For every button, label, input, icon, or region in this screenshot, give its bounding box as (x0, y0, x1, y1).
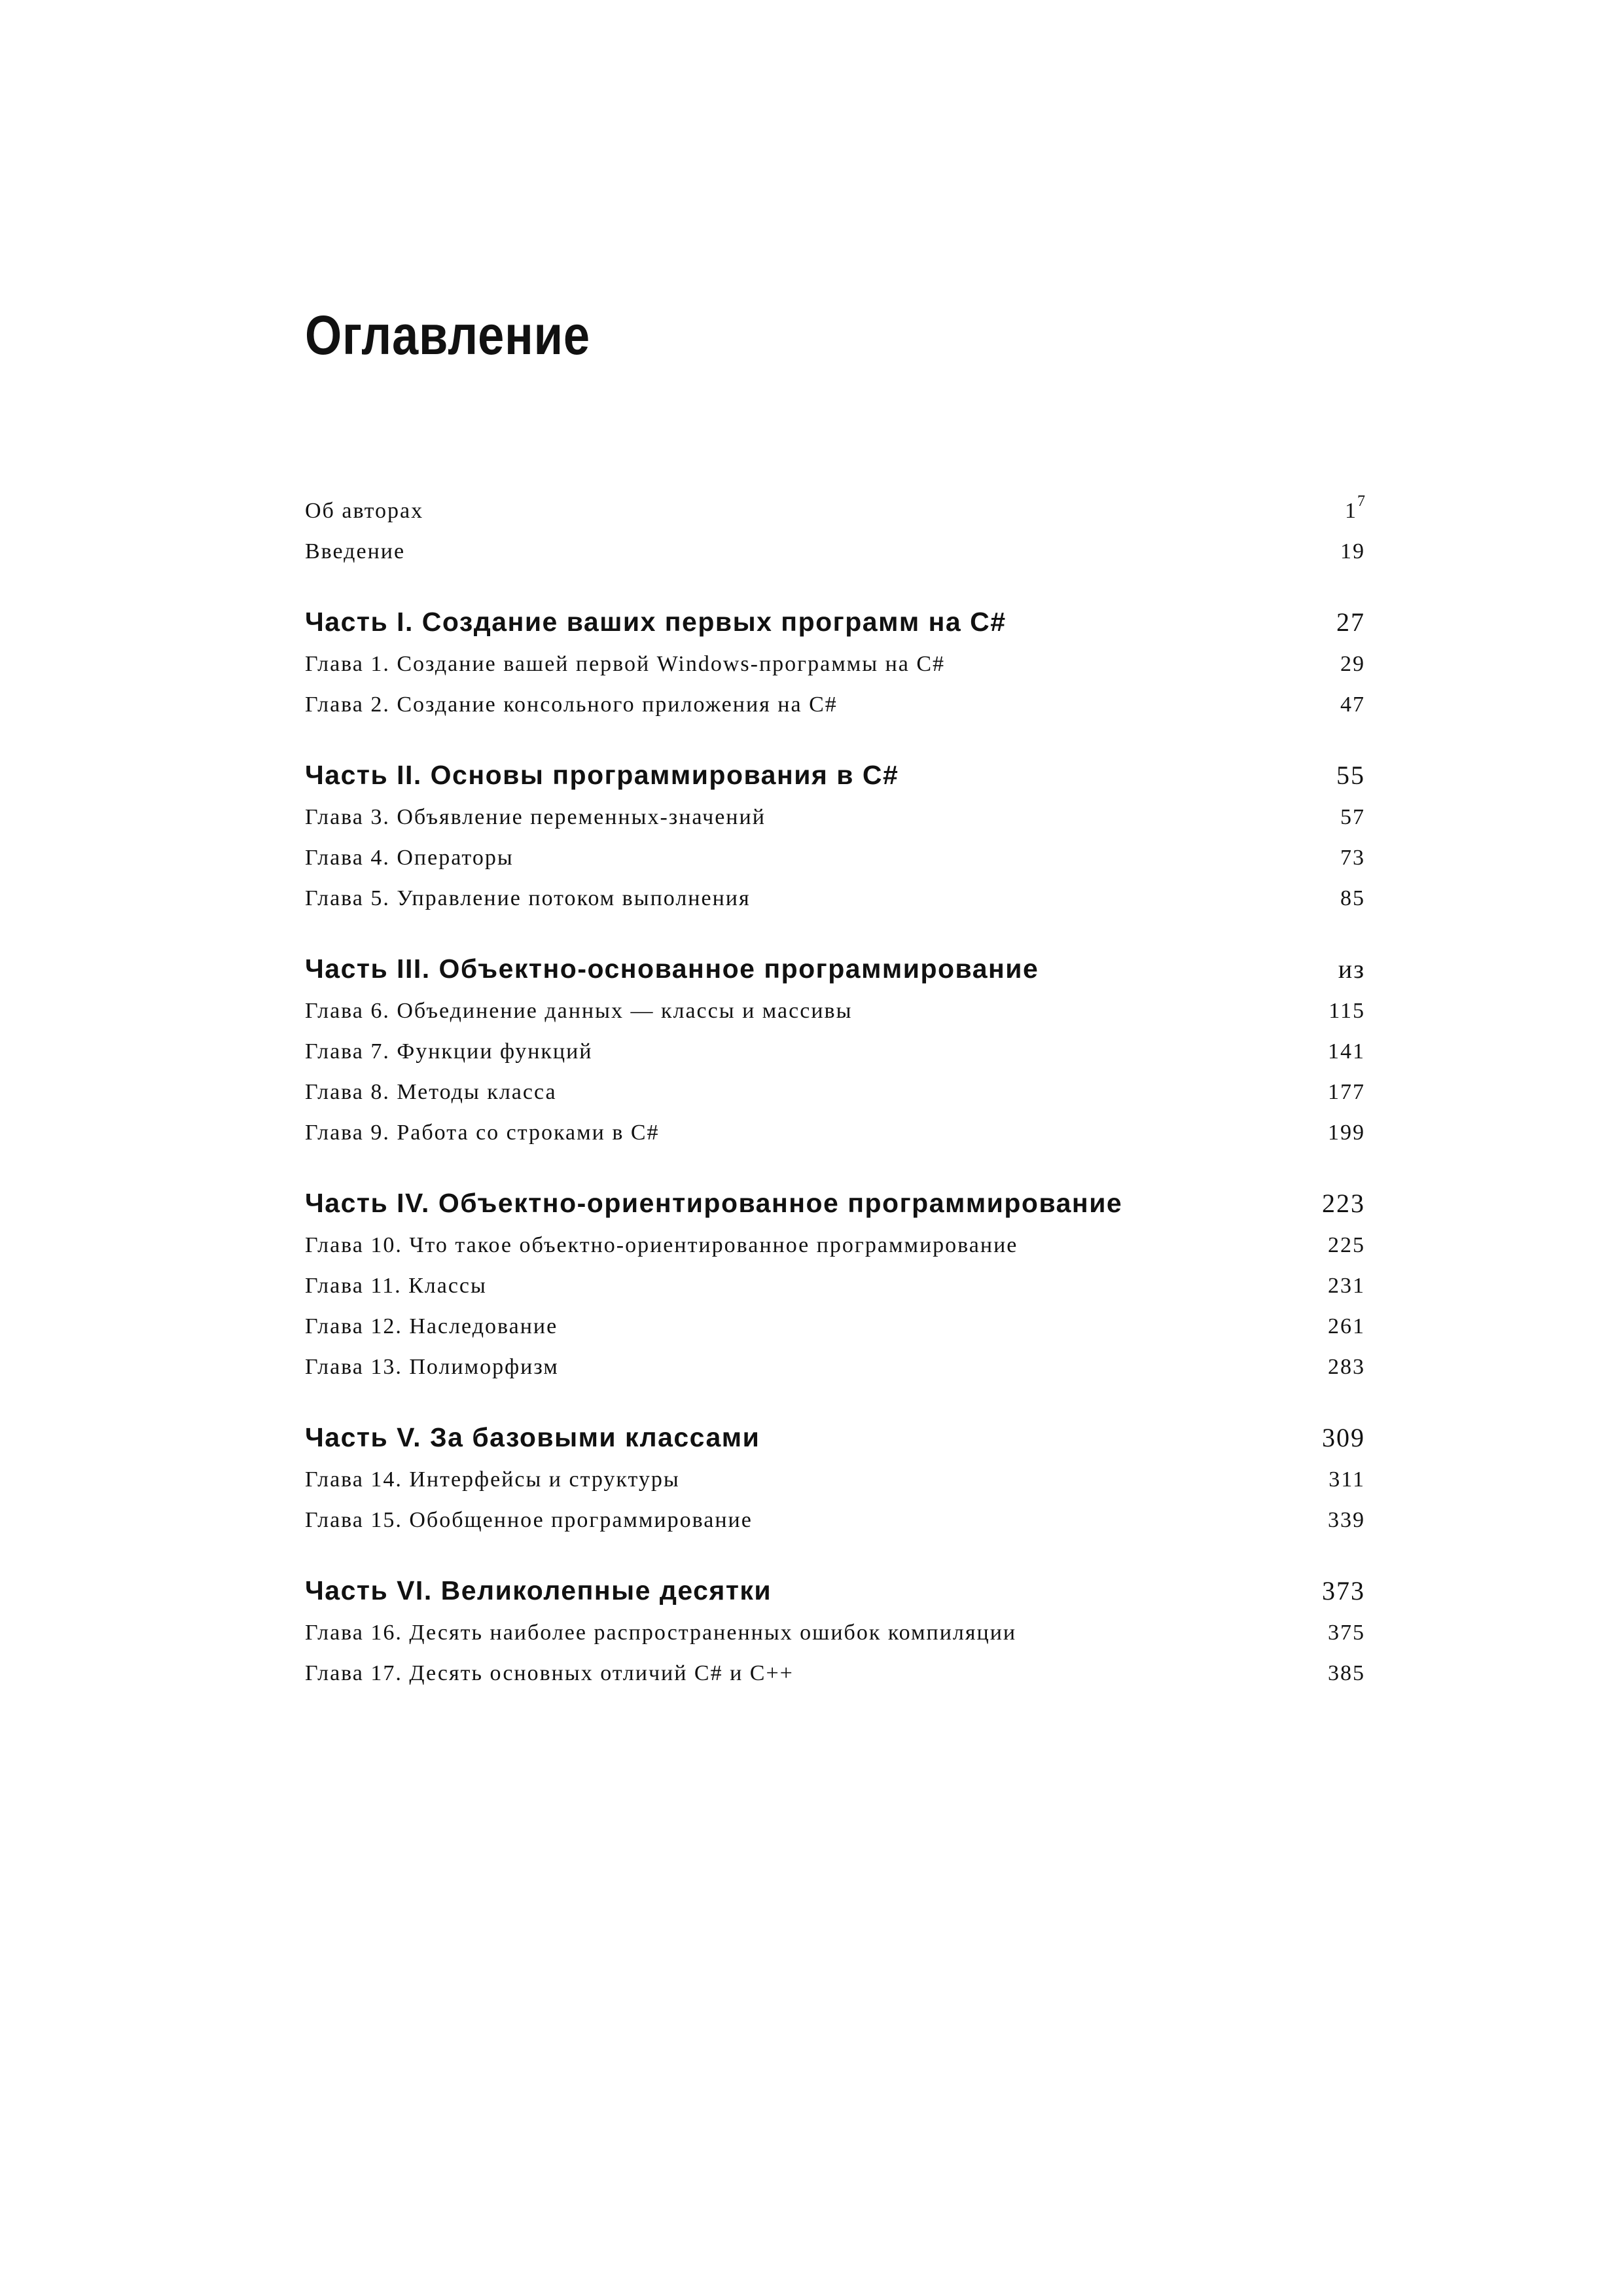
toc-entry-introduction[interactable] (305, 531, 1365, 572)
toc-chapter-4[interactable] (305, 838, 1365, 878)
toc-chapter-label: Глава 4. Операторы (305, 846, 514, 870)
toc-part-2[interactable] (305, 757, 1365, 797)
toc-chapter-9[interactable] (305, 1113, 1365, 1153)
toc-part-label: Часть V. За базовыми классами (305, 1422, 760, 1452)
toc-chapter-label: Глава 13. Полиморфизм (305, 1355, 559, 1379)
toc-chapter-page: 141 (1328, 1039, 1365, 1064)
toc-chapter-1[interactable] (305, 644, 1365, 685)
toc-entry-page: $1^7$ (1345, 493, 1365, 523)
toc-chapter-page: 231 (1328, 1274, 1365, 1298)
toc-chapter-label: Глава 12. Наследование (305, 1314, 558, 1338)
toc-chapter-page: 283 (1328, 1355, 1365, 1379)
toc-chapter-label: Глава 15. Обобщенное программирование (305, 1508, 753, 1532)
toc-chapter-13[interactable] (305, 1347, 1365, 1388)
toc-chapter-page: 375 (1328, 1621, 1365, 1645)
toc-part-label: Часть III. Объектно-основанное программирование (305, 954, 1039, 984)
toc-part-1[interactable] (305, 603, 1365, 644)
toc-chapter-12[interactable] (305, 1306, 1365, 1347)
toc-chapter-16[interactable] (305, 1613, 1365, 1653)
toc-chapter-label: Глава 16. Десять наиболее распространенных ошибок компиляции (305, 1621, 1017, 1645)
toc-chapter-7[interactable] (305, 1031, 1365, 1072)
toc-chapter-10[interactable] (305, 1225, 1365, 1266)
toc-chapter-label: Глава 7. Функции функций (305, 1039, 593, 1064)
toc-entry-authors[interactable] (305, 491, 1365, 531)
toc-chapter-page: 339 (1328, 1508, 1365, 1532)
toc-chapter-5[interactable] (305, 878, 1365, 919)
toc-chapter-label: Глава 8. Методы класса (305, 1080, 557, 1104)
toc-part-label: Часть IV. Объектно-ориентированное программирование (305, 1188, 1123, 1218)
toc-chapter-label: Глава 6. Объединение данных — классы и массивы (305, 999, 853, 1023)
toc-chapter-8[interactable] (305, 1072, 1365, 1113)
toc-chapter-3[interactable] (305, 797, 1365, 838)
toc-chapter-11[interactable] (305, 1266, 1365, 1306)
toc-chapter-page: 47 (1340, 692, 1365, 717)
toc-part-page: 55 (1336, 761, 1365, 790)
toc-part-page: 27 (1336, 607, 1365, 637)
toc-chapter-label: Глава 10. Что такое объектно-ориентированное программирование (305, 1233, 1018, 1257)
toc-chapter-page: 385 (1328, 1661, 1365, 1685)
toc-chapter-label: Глава 3. Объявление переменных-значений (305, 805, 766, 829)
toc-chapter-label: Глава 9. Работа со строками в C# (305, 1121, 660, 1145)
toc-part-5[interactable] (305, 1419, 1365, 1460)
toc-entry-page: 19 (1340, 539, 1365, 564)
toc-chapter-15[interactable] (305, 1500, 1365, 1541)
toc-chapter-page: 199 (1328, 1121, 1365, 1145)
toc-chapter-page: 29 (1340, 652, 1365, 676)
toc-part-label: Часть I. Создание ваших первых программ на C# (305, 607, 1007, 637)
toc-chapter-page: 177 (1328, 1080, 1365, 1104)
toc-chapter-2[interactable] (305, 685, 1365, 725)
toc-chapter-page: 85 (1340, 886, 1365, 910)
toc-part-page: из (1338, 954, 1365, 984)
toc-part-page: 373 (1322, 1576, 1365, 1605)
toc-chapter-label: Глава 17. Десять основных отличий C# и C++ (305, 1661, 794, 1685)
toc-chapter-17[interactable] (305, 1653, 1365, 1694)
toc-chapter-label: Глава 5. Управление потоком выполнения (305, 886, 751, 910)
toc-entry-label: Об авторах (305, 499, 424, 523)
toc-chapter-page: 115 (1329, 999, 1365, 1023)
toc-chapter-6[interactable] (305, 991, 1365, 1031)
table-of-contents (305, 491, 1365, 1694)
toc-part-4[interactable] (305, 1185, 1365, 1225)
toc-chapter-page: 73 (1340, 846, 1365, 870)
toc-chapter-label: Глава 2. Создание консольного приложения на C# (305, 692, 838, 717)
toc-part-page: 223 (1322, 1189, 1365, 1218)
toc-chapter-page: 57 (1340, 805, 1365, 829)
toc-chapter-page: 225 (1328, 1233, 1365, 1257)
toc-chapter-page: 311 (1329, 1467, 1365, 1492)
page-title: Оглавление (305, 304, 590, 366)
toc-entry-label: Введение (305, 539, 406, 564)
toc-chapter-page: 261 (1328, 1314, 1365, 1338)
toc-chapter-label: Глава 1. Создание вашей первой Windows-программы на C# (305, 652, 946, 676)
toc-part-6[interactable] (305, 1572, 1365, 1613)
toc-chapter-label: Глава 14. Интерфейсы и структуры (305, 1467, 680, 1492)
toc-chapter-label: Глава 11. Классы (305, 1274, 487, 1298)
toc-part-3[interactable] (305, 950, 1365, 991)
toc-part-page: 309 (1322, 1423, 1365, 1452)
toc-part-label: Часть VI. Великолепные десятки (305, 1575, 772, 1605)
toc-chapter-14[interactable] (305, 1460, 1365, 1500)
toc-part-label: Часть II. Основы программирования в C# (305, 760, 899, 790)
